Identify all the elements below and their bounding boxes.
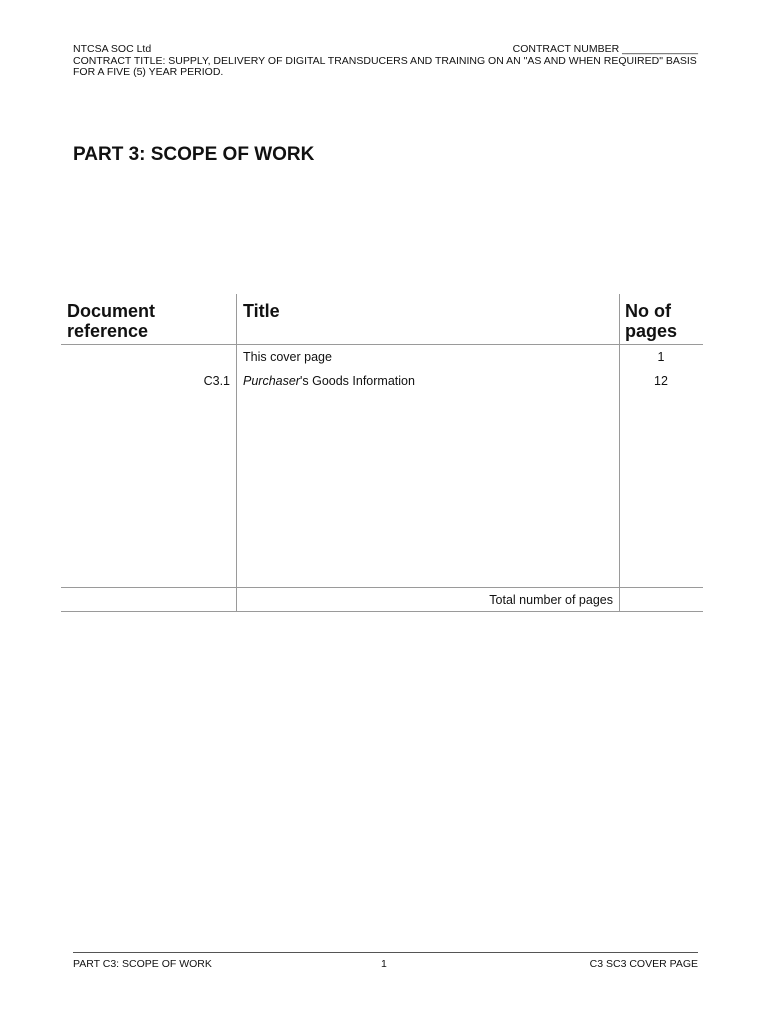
footer-page-number: 1 [381, 958, 387, 970]
column-divider [619, 294, 620, 612]
row-2-title [243, 374, 415, 388]
footer-divider [73, 952, 698, 953]
header-title: Title [243, 301, 280, 321]
row-1-pages: 1 [657, 350, 665, 364]
table-bottom-border [61, 611, 703, 612]
footer-section: PART C3: SCOPE OF WORK [73, 958, 212, 970]
header-doc-ref-line1: Document [67, 301, 156, 321]
column-divider [236, 294, 237, 612]
row-divider [61, 587, 703, 588]
footer-document-id: C3 SC3 COVER PAGE [589, 958, 698, 970]
company-name: NTCSA SOC Ltd [73, 43, 152, 55]
header-doc-ref-line2: reference [67, 321, 149, 341]
page-header [73, 44, 698, 79]
header-no-of-pages [625, 301, 677, 341]
contract-number: CONTRACT NUMBER _____________ [512, 43, 698, 55]
header-pages-line2: pages [625, 321, 678, 341]
scope-table [61, 294, 703, 612]
row-2-title-text: 's Goods Information [299, 374, 415, 388]
row-2-ref: C3.1 [203, 374, 230, 388]
contract-title-line-2: FOR A FIVE (5) YEAR PERIOD. [73, 66, 224, 78]
row-1-title [243, 350, 332, 364]
contract-title-line-1: CONTRACT TITLE: SUPPLY, DELIVERY OF DIGITAL TRANSDUCERS AND TRAINING ON AN "AS AND WHEN REQUIRED" BASIS [73, 54, 697, 67]
total-pages-label: Total number of pages [489, 593, 613, 607]
header-divider [61, 344, 703, 345]
row-2-title-italic: Purchaser [243, 374, 300, 388]
header-document-reference [67, 301, 155, 341]
row-1-title-text: This cover page [243, 350, 332, 364]
header-pages-line1: No of [625, 301, 671, 321]
page-title: PART 3: SCOPE OF WORK [73, 144, 315, 165]
header-row [73, 44, 698, 56]
row-2-pages: 12 [654, 374, 668, 388]
